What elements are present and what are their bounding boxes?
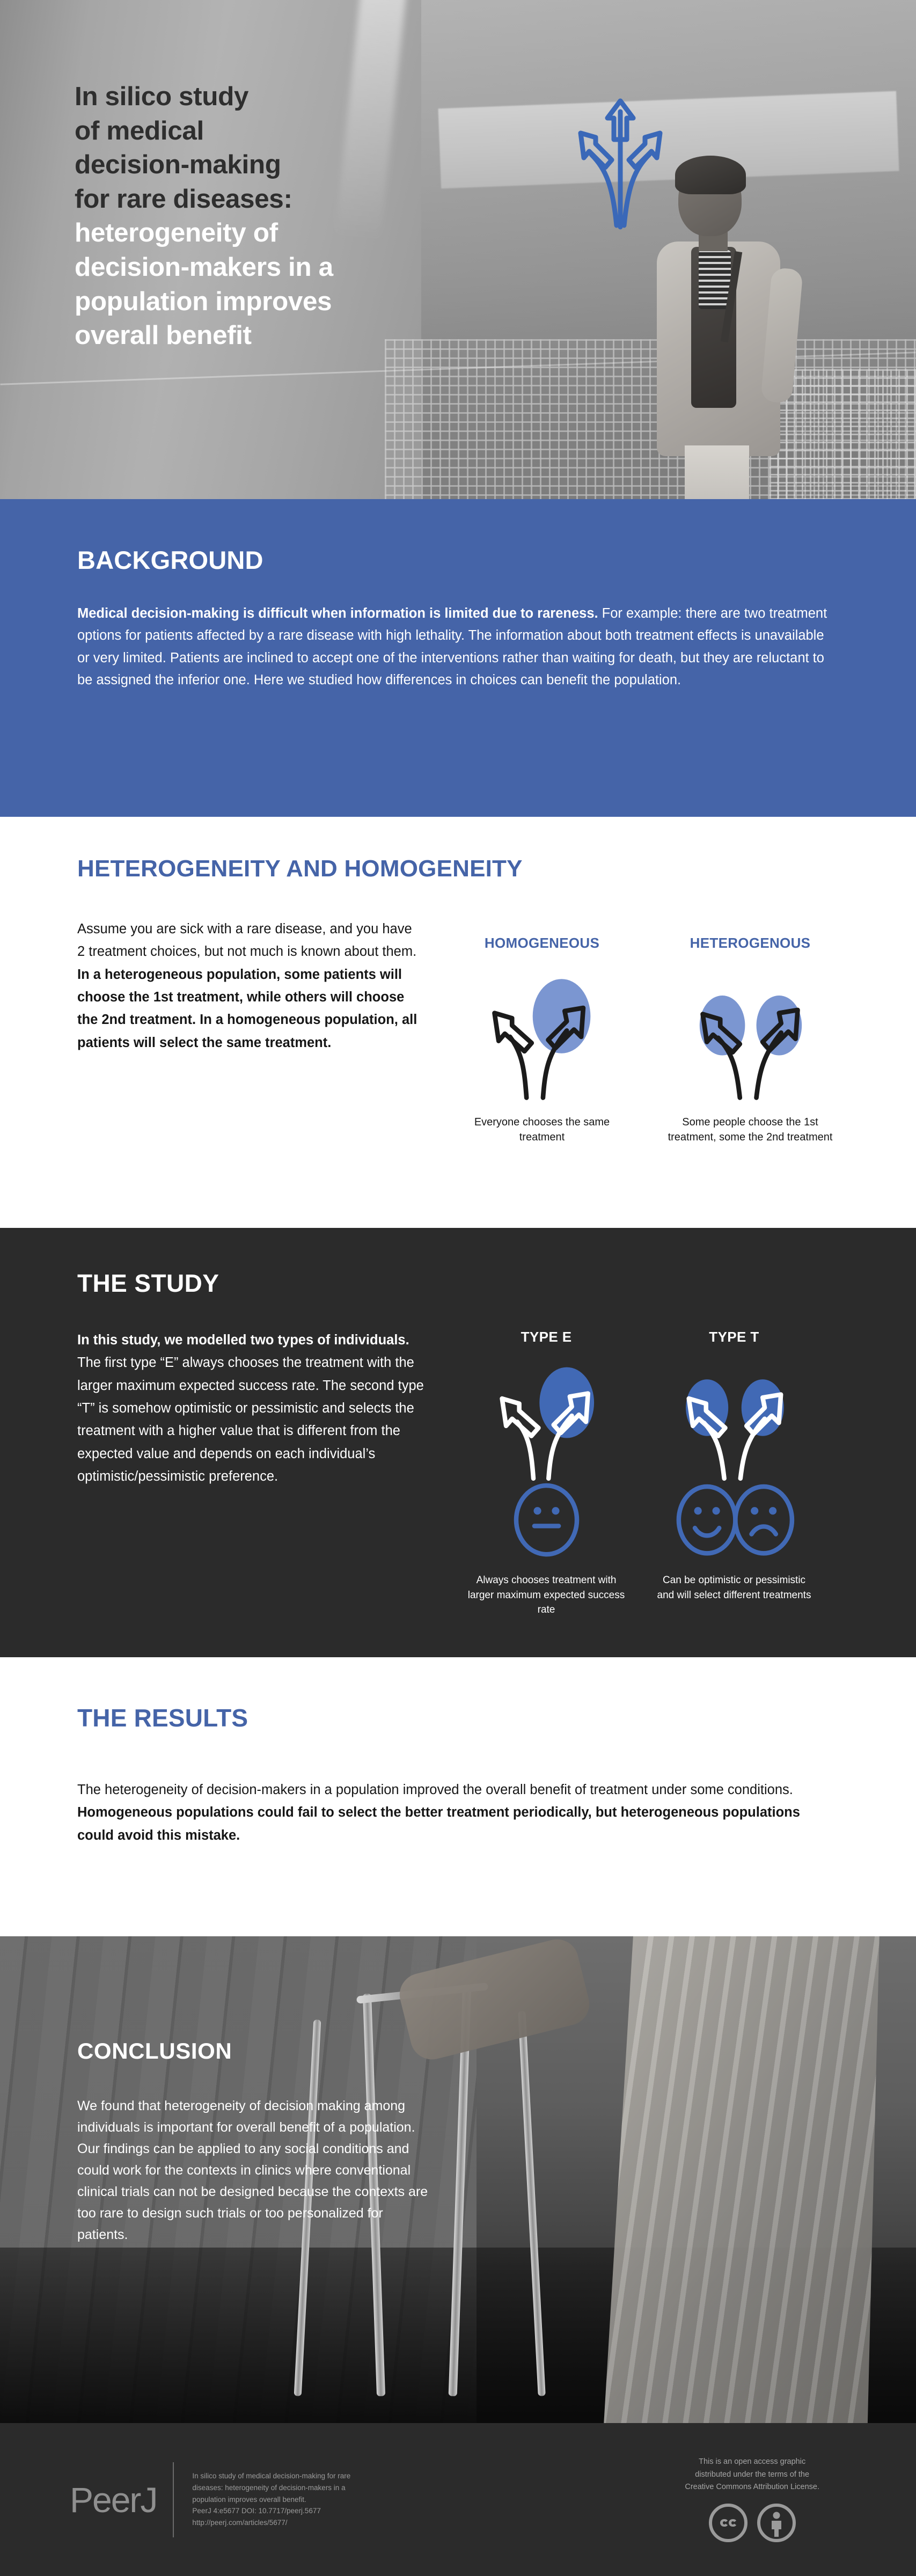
citation-line: diseases: heterogeneity of decision-makers in a	[192, 2483, 346, 2492]
license-line: This is an open access graphic	[699, 2457, 806, 2466]
creative-commons-icon	[708, 2502, 749, 2543]
figure-type-e-caption: Always chooses treatment with larger maximum expected success rate	[467, 1575, 625, 1616]
title-line: In silico study	[75, 82, 249, 111]
footer-citation	[192, 2470, 385, 2529]
study-figures	[442, 1329, 815, 1618]
title-line: overall benefit	[75, 320, 252, 350]
results-body-bold: Homogeneous populations could fail to select the better treatment periodically, but heterogeneous populations could avoid this mistake.	[77, 1805, 800, 1843]
license-line: distributed under the terms of the	[695, 2470, 810, 2479]
study-section	[0, 1228, 916, 1657]
heterogeneity-body-bold: In a heterogeneous population, some patients will choose the 1st treatment, while others will choose the 2nd treatment. In a homogeneous population, all patients will select the same treatment.	[77, 967, 417, 1050]
study-body-bold: In this study, we modelled two types of individuals.	[77, 1333, 409, 1348]
background-section	[0, 499, 916, 817]
heterogenous-arrows-icon	[662, 963, 839, 1108]
citation-doi-link[interactable]: http://peerj.com/articles/5677/	[192, 2519, 288, 2527]
background-body-rest: For example: there are two treatment options for patients affected by a rare disease with high lethality. The information about both treatment effects is unavailable or very limited. Patients are inclined to accept one of the interventions rather than waiting for death, but they are reluctant to be assigned the inferior one. Here we studied how differences in choices can benefit the population.	[77, 606, 827, 687]
peerj-logo	[70, 2479, 157, 2520]
title-line: for rare diseases:	[75, 184, 292, 214]
footer-left-group	[0, 2462, 385, 2537]
background-body-bold: Medical decision-making is difficult when information is limited due to rareness.	[77, 606, 598, 621]
license-line: Creative Commons Attribution License.	[685, 2483, 819, 2492]
study-heading: THE STUDY	[77, 1269, 219, 1297]
three-way-arrow-icon	[561, 79, 679, 230]
title-line: of medical	[75, 115, 204, 145]
citation-line: In silico study of medical decision-making for rare	[192, 2471, 351, 2480]
heterogeneity-body-plain: Assume you are sick with a rare disease, and you have 2 treatment choices, but not much is known about them.	[77, 921, 417, 960]
study-body	[77, 1329, 426, 1488]
heterogeneity-figures	[439, 918, 839, 1145]
figure-homogeneous-title: HOMOGENEOUS	[484, 935, 600, 951]
results-heading: THE RESULTS	[77, 1704, 248, 1732]
conclusion-heading: CONCLUSION	[77, 2038, 232, 2063]
results-section	[0, 1657, 916, 1936]
citation-line: population improves overall benefit.	[192, 2495, 306, 2504]
figure-type-e	[466, 1329, 627, 1618]
attribution-person-icon	[756, 2502, 797, 2543]
footer-license-group	[685, 2456, 916, 2544]
figure-heterogenous-title: HETEROGENOUS	[690, 935, 811, 951]
title-line: decision-making	[75, 150, 281, 180]
figure-heterogenous-caption: Some people choose the 1st treatment, some the 2nd treatment	[668, 1116, 833, 1144]
results-body	[77, 1779, 823, 1847]
title-line: decision-makers in a	[75, 252, 333, 282]
conclusion-body: We found that heterogeneity of decision making among individuals is important for overall benefit of a population. Our findings can be applied to any social conditions and could work for the contexts in clinics where conventional clinical trials can not be designed because the contexts are too rare to design such trials or too personalized for patients.	[77, 2098, 428, 2242]
license-text	[685, 2456, 819, 2494]
footer	[0, 2423, 916, 2576]
conclusion-gown-folds-decoration	[587, 1936, 880, 2423]
peerj-logo-j: J	[140, 2479, 157, 2520]
title-line: heterogeneity of	[75, 218, 278, 248]
figure-homogeneous-caption: Everyone chooses the same treatment	[474, 1116, 610, 1144]
homogeneous-arrows-icon	[453, 963, 631, 1108]
page-title	[75, 79, 482, 353]
study-body-rest: The first type “E” always chooses the treatment with the larger maximum expected success rate. The second type “T” is somehow optimistic or pessimistic and selects the treatment with a higher value that is different from the expected value and depends on each individual’s optimistic/pessimistic preference.	[77, 1355, 424, 1484]
hero-section	[0, 0, 916, 499]
footer-divider	[173, 2462, 174, 2537]
peerj-logo-peer: Peer	[70, 2479, 141, 2520]
type-e-neutral-face-icon	[466, 1353, 627, 1568]
figure-type-e-title: TYPE E	[521, 1329, 572, 1345]
figure-homogeneous	[453, 935, 631, 1145]
background-body	[77, 603, 839, 691]
conclusion-section	[0, 1936, 916, 2423]
figure-type-t	[654, 1329, 815, 1618]
background-heading: BACKGROUND	[77, 546, 263, 574]
type-t-happy-sad-faces-icon	[654, 1353, 815, 1568]
heterogeneity-heading: HETEROGENEITY AND HOMOGENEITY	[77, 855, 523, 882]
cc-license-badges	[685, 2502, 819, 2543]
heterogeneity-section	[0, 817, 916, 1228]
heterogeneity-body	[77, 918, 418, 1054]
results-body-plain: The heterogeneity of decision-makers in a population improved the overall benefit of treatment under some conditions.	[77, 1782, 793, 1797]
citation-line: PeerJ 4:e5677 DOI: 10.7717/peerj.5677	[192, 2507, 321, 2515]
title-line: population improves	[75, 286, 332, 316]
figure-heterogenous	[662, 935, 839, 1145]
figure-type-t-title: TYPE T	[709, 1329, 759, 1345]
figure-type-t-caption: Can be optimistic or pessimistic and will select different treatments	[657, 1575, 811, 1601]
